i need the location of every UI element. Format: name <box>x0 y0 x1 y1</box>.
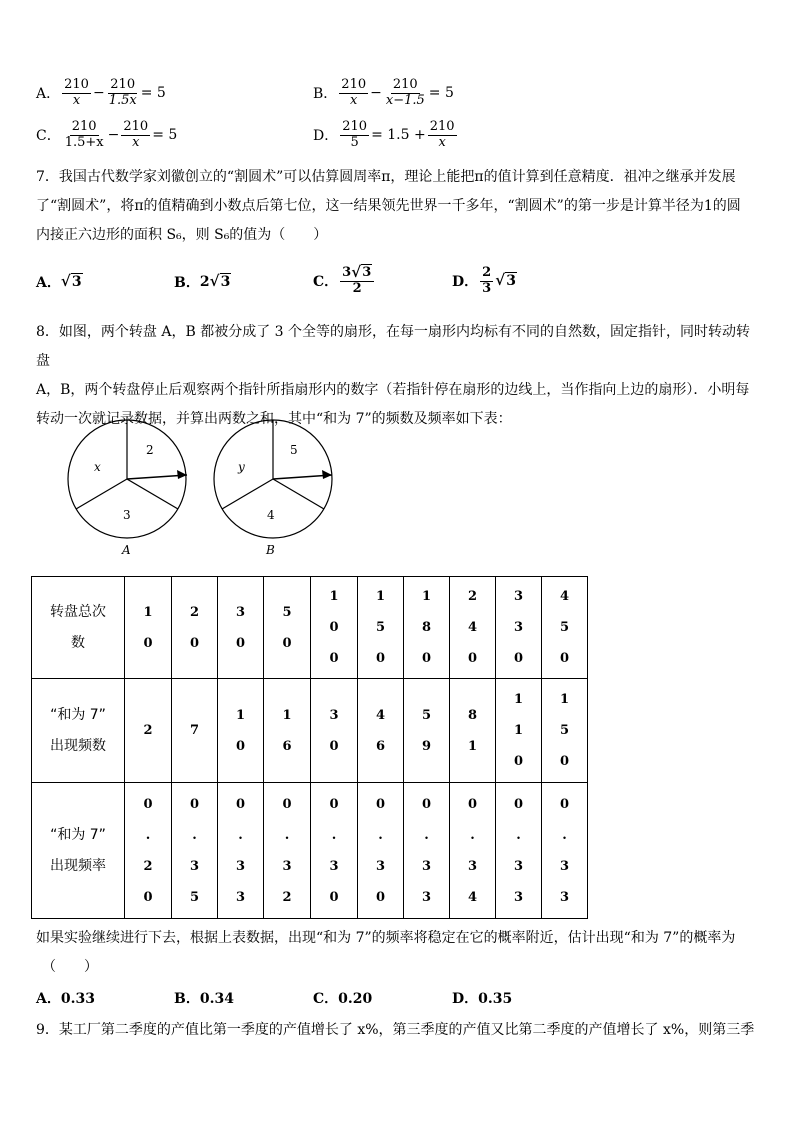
cell-char: 0 <box>421 651 432 666</box>
cell-char: 0 <box>375 889 386 905</box>
cell-char: 5 <box>282 604 292 620</box>
sqrt: √ 3 <box>495 273 517 289</box>
spinner-figure <box>60 416 350 562</box>
table-cell <box>311 783 358 919</box>
table-cell <box>404 577 450 679</box>
table-cell <box>172 783 218 919</box>
cell-char: 0 <box>329 651 339 666</box>
cell-char: 0 <box>329 889 339 905</box>
fraction: $\frac{210}{x}$ <box>64 77 89 108</box>
cell-char: 3 <box>513 889 524 905</box>
table-cell <box>264 577 311 679</box>
cell-char: 8 <box>421 620 432 635</box>
cell-char: 0 <box>282 635 292 651</box>
table-row <box>32 577 588 679</box>
table-cell <box>542 577 588 679</box>
cell-char: 0 <box>189 635 200 651</box>
table-cell <box>358 783 404 919</box>
cell-char: . <box>192 827 197 843</box>
cell-char: 0 <box>421 796 432 812</box>
table-cell <box>450 783 496 919</box>
q6-option-c <box>36 120 177 151</box>
table-row <box>32 679 588 783</box>
cell-char: 7 <box>189 723 200 738</box>
cell-char: 2 <box>143 723 153 738</box>
option-letter: B． <box>174 275 200 291</box>
cell-char: 3 <box>513 620 524 635</box>
question-7 <box>36 163 762 250</box>
cell-char: 1 <box>375 589 386 604</box>
cell-char: 0 <box>235 635 246 651</box>
rhs: = 5 <box>152 127 178 144</box>
operator: − <box>92 85 105 102</box>
q8-option-c: C．0.20 <box>313 991 373 1007</box>
cell-char: 0 <box>235 738 246 754</box>
cell-char: 1 <box>559 692 570 707</box>
q7-option-c <box>313 266 376 297</box>
cell-char: 0 <box>143 889 153 905</box>
sqrt: √ 3 <box>210 274 232 290</box>
cell-char: 3 <box>329 707 339 723</box>
cell-char: 3 <box>375 858 386 874</box>
cell-char: . <box>378 827 383 843</box>
cell-char: 3 <box>235 604 246 620</box>
cell-char: 3 <box>235 858 246 874</box>
rhs: = 5 <box>428 85 454 102</box>
table-cell <box>264 783 311 919</box>
fraction: $\frac{210}{5}$ <box>342 119 368 150</box>
operator: − <box>370 85 382 102</box>
table-cell <box>496 577 542 679</box>
cell-char: 6 <box>375 738 386 754</box>
q8-line-3: 转动一次就记录数据，并算出两数之和，其中“和为 7”的频数及频率如下表： <box>36 411 512 427</box>
table-cell <box>311 577 358 679</box>
q7-line-1: 7．我国古代数学家刘徽创立的“割圆术”可以估算圆周率π，理论上能把π的值计算到任意精度．祖冲之继承并发展 <box>36 169 736 185</box>
row-header-line: 转盘总次 <box>50 603 106 620</box>
cell-char: 0 <box>559 796 570 812</box>
table-cell <box>542 679 588 783</box>
dial-a-top-label: 2 <box>146 443 154 457</box>
row-header-line: 出现频数 <box>50 737 106 754</box>
q8-option-b: B．0.34 <box>174 991 234 1007</box>
cell-char: 0 <box>513 754 524 769</box>
cell-char: 0 <box>282 796 292 812</box>
cell-char: . <box>284 827 290 843</box>
cell-char: 8 <box>467 707 478 723</box>
table-cell <box>218 783 264 919</box>
option-letter: B． <box>313 86 338 103</box>
coefficient: 2 <box>199 274 210 290</box>
fraction: $\frac{210}{x}$ <box>341 77 367 108</box>
cell-char: . <box>516 827 521 843</box>
cell-char: 1 <box>467 738 478 754</box>
dial-b-caption: B <box>266 543 275 557</box>
cell-char: 3 <box>421 889 432 905</box>
cell-char: 1 <box>143 604 153 620</box>
cell-char: . <box>562 827 567 843</box>
cell-char: 0 <box>559 754 570 769</box>
option-letter: D． <box>313 128 339 145</box>
cell-char: 0 <box>329 738 339 754</box>
q7-option-d <box>452 266 517 297</box>
table-cell <box>358 679 404 783</box>
q6-option-d <box>313 120 459 151</box>
q7-line-3: 内接正六边形的面积 S₆，则 S₆的值为（ ） <box>36 227 328 243</box>
q7-option-b <box>174 272 231 292</box>
cell-char: 4 <box>375 707 386 723</box>
cell-char: 4 <box>467 889 478 905</box>
row-header-line: 出现频率 <box>50 857 106 874</box>
cell-char: . <box>470 827 475 843</box>
table-cell <box>218 577 264 679</box>
cell-char: 3 <box>235 889 246 905</box>
spinner-a <box>68 420 187 557</box>
spinner-b <box>214 420 332 557</box>
cell-char: . <box>424 827 429 843</box>
option-letter: C． <box>313 274 339 291</box>
table-cell <box>404 679 450 783</box>
fraction: $\frac{2}{3}$ <box>482 265 492 296</box>
cell-char: 4 <box>559 589 570 604</box>
row-header-line: “和为 7” <box>50 706 106 723</box>
cell-char: 0 <box>329 620 339 635</box>
cell-char: . <box>238 827 243 843</box>
table-cell <box>172 679 218 783</box>
fraction: $\frac{210}{1.5+x}$ <box>64 119 104 150</box>
q8-followup-line-2: （ ） <box>42 959 98 975</box>
table-cell <box>264 679 311 783</box>
q8-followup <box>36 924 762 982</box>
q6-option-a <box>36 78 166 109</box>
dial-b-left-label: y <box>238 460 245 474</box>
cell-char: 3 <box>559 889 570 905</box>
cell-char: 1 <box>329 589 339 604</box>
table-cell <box>311 679 358 783</box>
cell-char: 5 <box>189 889 200 905</box>
dial-a-caption: A <box>122 543 131 557</box>
q7-line-2: 了“割圆术”，将π的值精确到小数点后第七位，这一结果领先世界一千多年，“割圆术”的第一步是计算半径为1的圆 <box>36 198 741 214</box>
operator: − <box>107 127 120 144</box>
table-cell <box>125 679 172 783</box>
option-letter: A． <box>36 86 61 103</box>
cell-char: 0 <box>513 796 524 812</box>
table-cell <box>542 783 588 919</box>
row-header <box>32 679 125 783</box>
cell-char: . <box>145 827 151 843</box>
row-header <box>32 577 125 679</box>
cell-char: 1 <box>421 589 432 604</box>
cell-char: 6 <box>282 738 292 754</box>
table-cell <box>496 783 542 919</box>
table-cell <box>358 577 404 679</box>
cell-char: 1 <box>513 692 524 707</box>
row-header-line: “和为 7” <box>50 826 106 843</box>
cell-char: 0 <box>235 796 246 812</box>
fraction: $\frac{210}{x}$ <box>429 119 455 150</box>
table-cell <box>450 679 496 783</box>
cell-char: 1 <box>235 707 246 723</box>
cell-char: 0 <box>329 796 339 812</box>
cell-char: 0 <box>143 796 153 812</box>
cell-char: 5 <box>421 707 432 723</box>
cell-char: 2 <box>189 604 200 620</box>
fraction: $\frac{210}{x}$ <box>123 119 149 150</box>
fraction: $\frac{210}{1.5x}$ <box>108 77 137 108</box>
dial-b-top-label: 5 <box>290 443 298 457</box>
cell-char: 2 <box>467 589 478 604</box>
operator: = 1.5 + <box>371 127 426 144</box>
q8-option-d: D．0.35 <box>452 991 513 1007</box>
cell-char: 3 <box>513 589 524 604</box>
row-header-line: 数 <box>71 634 85 651</box>
table-cell <box>496 679 542 783</box>
cell-char: 1 <box>282 707 292 723</box>
q8-option-a: A．0.33 <box>36 991 95 1007</box>
cell-char: 5 <box>375 620 386 635</box>
question-9 <box>36 1016 762 1045</box>
q8-followup-line-1: 如果实验继续进行下去，根据上表数据，出现“和为 7”的频率将稳定在它的概率附近，估计出现“和为 7”的概率为 <box>36 930 736 946</box>
fraction: $\frac{3√ 3}{2}$ <box>340 266 374 297</box>
cell-char: 3 <box>329 858 339 874</box>
cell-char: 5 <box>559 620 570 635</box>
cell-char: 0 <box>189 796 200 812</box>
cell-char: 3 <box>467 858 478 874</box>
cell-char: 1 <box>513 723 524 738</box>
sqrt: √ 3 <box>61 274 83 290</box>
cell-char: 3 <box>559 858 570 874</box>
table-cell <box>125 783 172 919</box>
option-letter: C． <box>36 128 61 145</box>
option-letter: D． <box>452 274 479 291</box>
table-cell <box>450 577 496 679</box>
cell-char: 3 <box>513 858 524 874</box>
cell-char: 5 <box>559 723 570 738</box>
q6-option-b <box>313 78 454 109</box>
cell-char: 4 <box>467 620 478 635</box>
option-letter: A． <box>36 275 61 291</box>
cell-char: 3 <box>421 858 432 874</box>
table-cell <box>125 577 172 679</box>
cell-char: 0 <box>467 796 478 812</box>
dial-b-bottom-label: 4 <box>267 508 275 522</box>
q9-line-1: 9．某工厂第二季度的产值比第一季度的产值增长了 x%，第三季度的产值又比第二季度的产值增长了 x%，则第三季 <box>36 1022 755 1038</box>
cell-char: 3 <box>282 858 292 874</box>
dial-a-bottom-label: 3 <box>123 508 131 522</box>
cell-char: 0 <box>513 651 524 666</box>
table-row <box>32 783 588 919</box>
rhs: = 5 <box>140 85 166 102</box>
cell-char: . <box>331 827 337 843</box>
cell-char: 0 <box>559 651 570 666</box>
cell-char: 0 <box>375 796 386 812</box>
table-cell <box>218 679 264 783</box>
q7-option-a <box>36 272 83 292</box>
cell-char: 2 <box>143 858 153 874</box>
cell-char: 2 <box>282 889 292 905</box>
cell-char: 0 <box>467 651 478 666</box>
row-header <box>32 783 125 919</box>
table-cell <box>172 577 218 679</box>
q8-line-2: A，B，两个转盘停止后观察两个指针所指扇形内的数字（若指针停在扇形的边线上，当作指向上边的扇形）．小明每 <box>36 382 750 398</box>
fraction: $\frac{210}{x-1.5}$ <box>385 77 425 108</box>
frequency-table <box>31 576 588 919</box>
q8-line-1: 8．如图，两个转盘 A，B 都被分成了 3 个全等的扇形，在每一扇形内均标有不同的自然数，固定指针，同时转动转盘 <box>36 324 751 369</box>
cell-char: 3 <box>189 858 200 874</box>
cell-char: 0 <box>143 635 153 651</box>
dial-a-left-label: x <box>94 460 101 474</box>
cell-char: 9 <box>421 738 432 754</box>
cell-char: 0 <box>375 651 386 666</box>
table-cell <box>404 783 450 919</box>
